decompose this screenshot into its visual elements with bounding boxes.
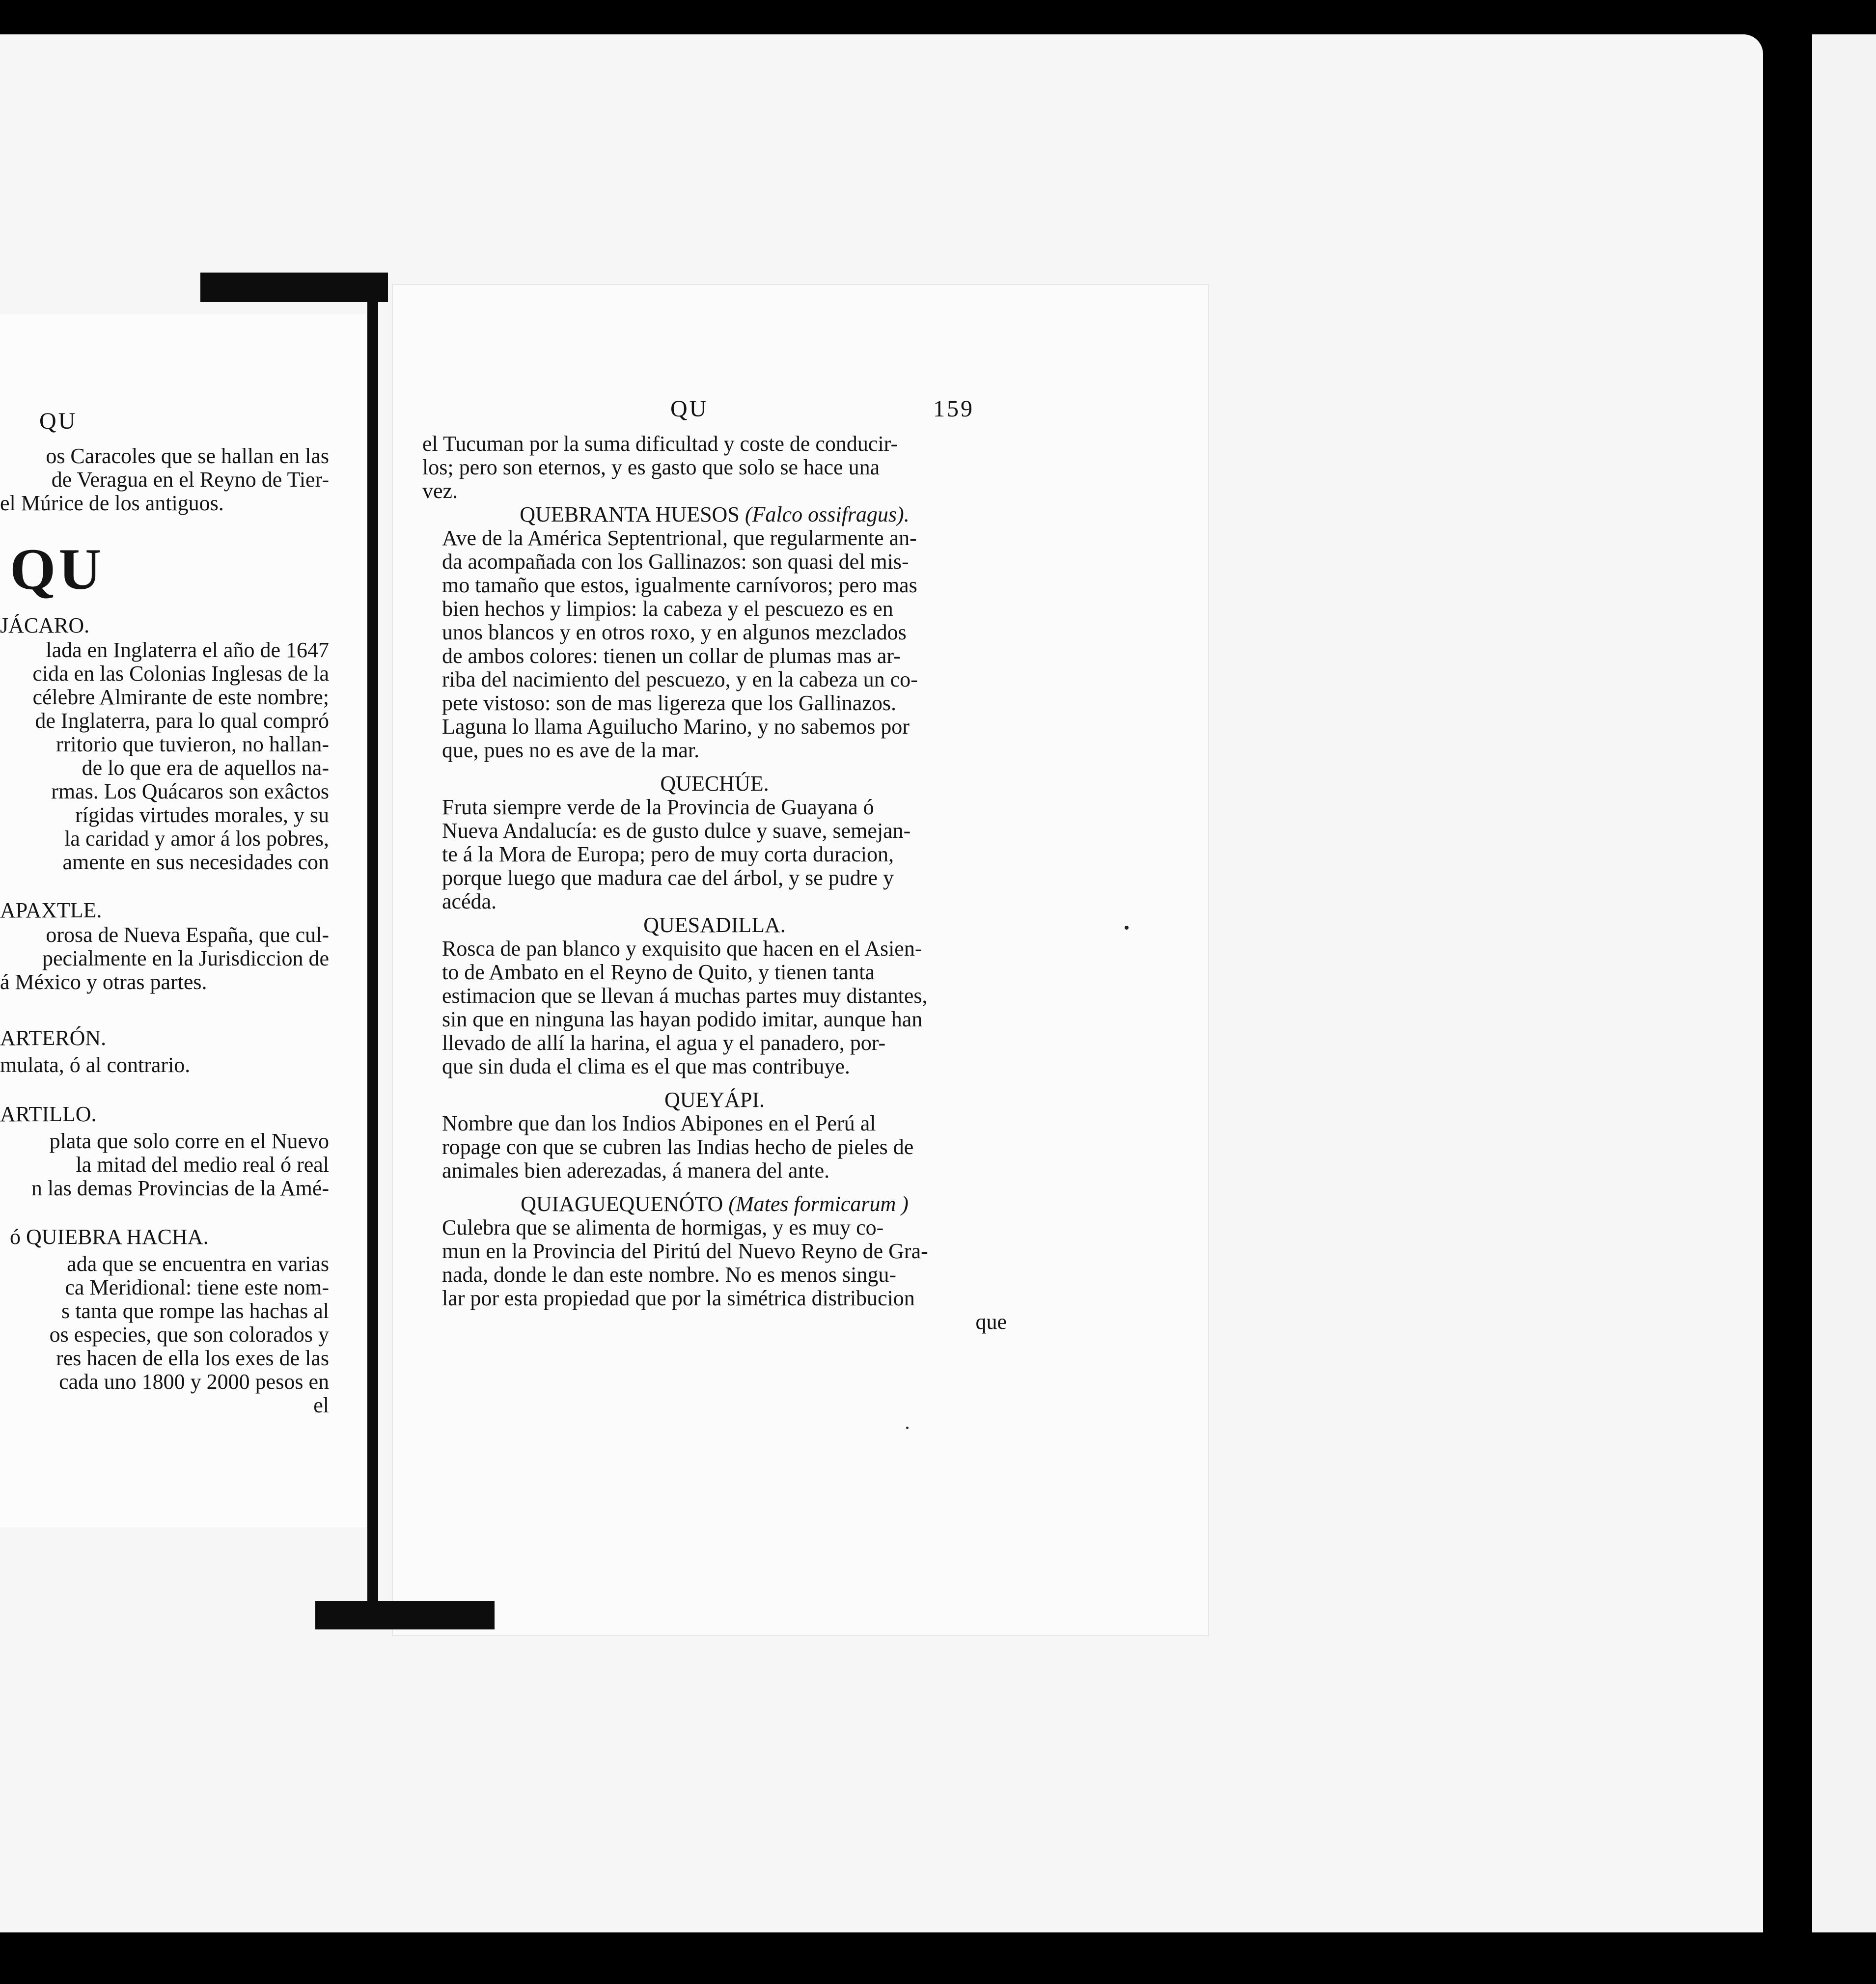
text-line: animales bien aderezadas, á manera del ante. — [442, 1158, 830, 1183]
left-heading-1: JÁCARO. — [0, 613, 90, 637]
entry-body — [422, 937, 1007, 1078]
text-line: unos blancos y en otros roxo, y en algunos mezclados — [442, 620, 907, 644]
text-line: os especies, que son colorados y — [49, 1323, 329, 1347]
text-line: amente en sus necesidades con — [62, 850, 329, 874]
text-line: de ambos colores: tienen un collar de plumas mas ar- — [442, 644, 901, 668]
entry-body — [422, 796, 1007, 913]
left-lines-d — [0, 1053, 329, 1077]
text-line: acéda. — [442, 889, 497, 913]
text-line: Culebra que se alimenta de hormigas, y es muy co- — [442, 1215, 884, 1240]
entry-title: QUEBRANTA HUESOS — [520, 502, 740, 526]
text-line: llevado de allí la harina, el agua y el panadero, por- — [442, 1031, 886, 1055]
text-line: la caridad y amor á los pobres, — [64, 827, 329, 851]
ink-speck — [906, 1427, 909, 1429]
text-line: célebre Almirante de este nombre; — [32, 685, 329, 709]
text-line: rígidas virtudes morales, y su — [75, 803, 329, 827]
text-line: da acompañada con los Gallinazos: son quasi del mis- — [442, 550, 909, 574]
text-line: Rosca de pan blanco y exquisito que hacen en el Asien- — [442, 937, 922, 961]
text-line: los; pero son eternos, y es gasto que solo se hace una — [422, 455, 880, 479]
left-lines-f — [0, 1252, 329, 1417]
top-black-border — [0, 0, 1876, 34]
text-line: Fruta siempre verde de la Provincia de Guayana ó — [442, 795, 874, 819]
text-line: lada en Inglaterra el año de 1647 — [46, 638, 329, 662]
text-line: mo tamaño que estos, igualmente carnívoros; pero mas — [442, 573, 917, 597]
entry-title: QUESADILLA. — [643, 913, 786, 937]
text-line: á México y otras partes. — [0, 970, 207, 994]
entry-body — [422, 526, 1007, 762]
intro-paragraph — [422, 432, 1007, 503]
text-line: de Inglaterra, para lo qual compró — [35, 709, 329, 733]
text-line: s tanta que rompe las hachas al — [61, 1299, 329, 1323]
left-lines-b — [0, 638, 329, 874]
text-line: el Tucuman por la suma dificultad y coste de conducir- — [422, 432, 898, 456]
text-line: Nombre que dan los Indios Abipones en el Perú al — [442, 1111, 876, 1135]
right-running-head: QU — [670, 396, 709, 422]
left-heading-2: APAXTLE. — [0, 898, 102, 922]
bottom-black-border — [0, 1932, 1876, 1984]
text-line: rmas. Los Quácaros son exâctos — [51, 779, 329, 803]
text-line: mun en la Provincia del Piritú del Nuevo Reyno de Gra- — [442, 1239, 928, 1263]
crop-bar-top — [200, 273, 388, 302]
crop-bar-bottom — [315, 1601, 495, 1629]
text-line: plata que solo corre en el Nuevo — [49, 1129, 329, 1153]
text-line: te á la Mora de Europa; pero de muy corta duracion, — [442, 842, 894, 866]
entry-heading — [422, 1088, 1007, 1112]
text-line: nada, donde le dan este nombre. No es menos singu- — [442, 1263, 896, 1287]
entry-title: QUECHÚE. — [660, 772, 769, 796]
text-line: ada que se encuentra en varias — [67, 1252, 329, 1276]
text-line: el Múrice de los antiguos. — [0, 491, 224, 515]
text-line: vez. — [422, 479, 458, 503]
text-line: lar por esta propiedad que por la simétrica distribucion — [442, 1286, 915, 1310]
left-catchword: el — [313, 1393, 329, 1417]
text-line: ca Meridional: tiene este nom- — [65, 1275, 329, 1299]
text-line: porque luego que madura cae del árbol, y se pudre y — [442, 866, 894, 890]
text-line: rritorio que tuvieron, no hallan- — [56, 732, 329, 756]
entry-title: QUIAGUEQUENÓTO — [521, 1192, 723, 1216]
text-line: cida en las Colonias Inglesas de la — [32, 661, 329, 686]
entry-title: QUEYÁPI. — [664, 1088, 765, 1112]
text-line: res hacen de ella los exes de las — [56, 1346, 329, 1370]
text-line: Ave de la América Septentrional, que regularmente an- — [442, 526, 917, 550]
left-lines-a — [0, 444, 329, 515]
ink-speck — [1125, 926, 1129, 930]
text-line: Laguna lo llama Aguilucho Marino, y no sabemos por — [442, 715, 910, 739]
left-heading-4: ARTILLO. — [0, 1102, 97, 1126]
text-line: que sin duda el clima es el que mas contribuye. — [442, 1054, 850, 1078]
left-section-letters: QU — [10, 536, 104, 602]
left-lines-c — [0, 923, 329, 994]
left-heading-3: ARTERÓN. — [0, 1026, 107, 1050]
text-line: cada uno 1800 y 2000 pesos en — [59, 1370, 329, 1394]
text-line: de lo que era de aquellos na- — [82, 756, 329, 780]
left-lines-e — [0, 1130, 329, 1200]
left-heading-5: ó QUIEBRA HACHA. — [10, 1225, 209, 1249]
text-line: riba del nacimiento del pescuezo, y en la cabeza un co- — [442, 667, 918, 691]
text-line: de Veragua en el Reyno de Tier- — [51, 468, 329, 492]
entry-body — [422, 1112, 1007, 1183]
right-page-body — [422, 432, 1007, 1334]
page-number: 159 — [933, 396, 974, 422]
text-line: estimacion que se llevan á muchas partes muy distantes, — [442, 984, 928, 1008]
entry-heading — [422, 503, 1007, 526]
text-line: Nueva Andalucía: es de gusto dulce y suave, semejan- — [442, 819, 911, 843]
text-line: orosa de Nueva España, que cul- — [46, 923, 329, 947]
text-line: os Caracoles que se hallan en las — [46, 444, 329, 468]
text-line: la mitad del medio real ó real — [76, 1153, 329, 1177]
entry-heading — [422, 913, 1007, 937]
right-catchword: que — [975, 1310, 1007, 1334]
entry-heading — [422, 1192, 1007, 1216]
entry-latin-name: (Mates formicarum ) — [728, 1192, 909, 1216]
adjacent-page-strip — [1812, 34, 1876, 1932]
text-line: ropage con que se cubren las Indias hecho de pieles de — [442, 1135, 914, 1159]
text-line: bien hechos y limpios: la cabeza y el pescuezo es en — [442, 597, 893, 621]
entry-latin-name: (Falco ossifragus). — [745, 502, 910, 526]
text-line: n las demas Provincias de la Amé- — [31, 1176, 329, 1200]
text-line: to de Ambato en el Reyno de Quito, y tienen tanta — [442, 960, 875, 984]
crop-bar-vertical — [367, 297, 378, 1618]
text-line: que, pues no es ave de la mar. — [442, 738, 700, 762]
text-line: pecialmente en la Jurisdiccion de — [42, 946, 329, 970]
text-line: mulata, ó al contrario. — [0, 1053, 191, 1077]
text-line: pete vistoso: son de mas ligereza que los Gallinazos. — [442, 691, 896, 715]
text-line: sin que en ninguna las hayan podido imitar, aunque han — [442, 1007, 923, 1031]
entry-body — [422, 1216, 1007, 1310]
entry-heading — [422, 772, 1007, 796]
left-running-head: QU — [39, 408, 78, 434]
